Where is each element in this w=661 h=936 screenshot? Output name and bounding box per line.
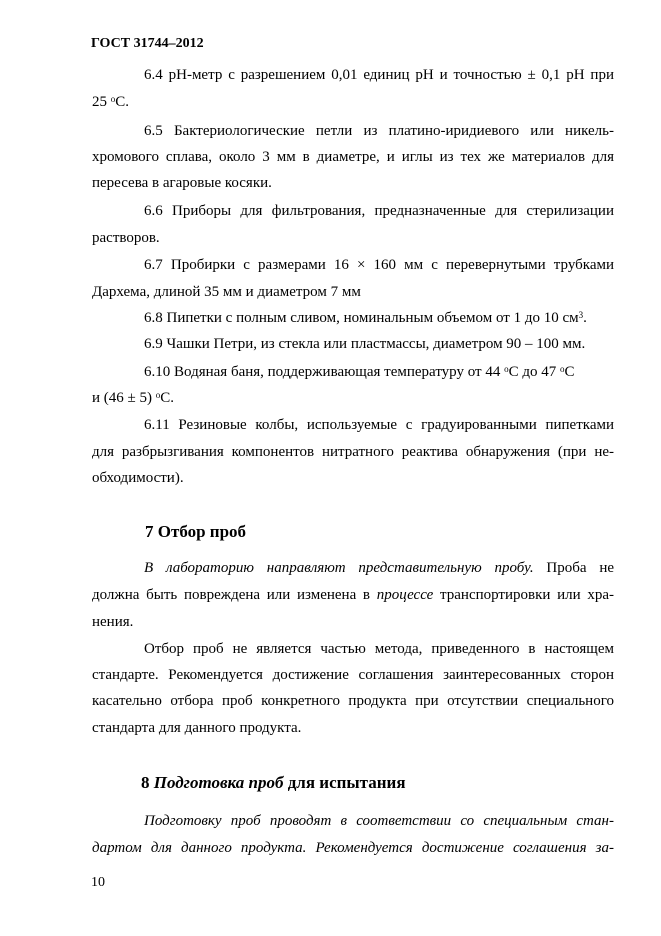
- item-6-11-line-3: обходимости).: [92, 470, 184, 486]
- item-6-7-line-1: 6.7 Пробирки с размерами 16 × 160 мм с перевернутыми трубками: [144, 257, 614, 273]
- item-6-5-line-1: 6.5 Бактериологические петли из платино-иридиевого или никель-: [144, 123, 614, 139]
- item-6-6-line-2: растворов.: [92, 230, 160, 246]
- section-8-heading: 8 Подготовка проб для испытания: [141, 773, 406, 792]
- section-7-heading: 7 Отбор проб: [145, 522, 247, 541]
- item-6-8: 6.8 Пипетки с полным сливом, номинальным объемом от 1 до 10 $см^3$.: [144, 310, 587, 326]
- section-7-p2-line-4: стандарта для данного продукта.: [92, 720, 302, 736]
- item-6-5-line-2: хромового сплава, около 3 мм в диаметре, и иглы из тех же материалов для: [92, 149, 614, 165]
- item-6-11-line-2: для разбрызгивания компонентов нитратного реактива обнаружения (при не-: [92, 444, 614, 460]
- page-number: 10: [91, 875, 105, 890]
- item-6-10-line-2: и (46 ± 5) $^о$С.: [92, 390, 175, 406]
- item-6-5-line-3: пересева в агаровые косяки.: [92, 175, 272, 191]
- document-header: ГОСТ 31744–2012: [91, 36, 204, 51]
- section-8-p1-line-1: Подготовку проб проводят в соответствии со специальным стан-: [144, 813, 614, 829]
- section-7-p2-line-1: Отбор проб не является частью метода, приведенного в настоящем: [144, 641, 614, 657]
- item-6-9: 6.9 Чашки Петри, из стекла или пластмассы, диаметром 90 – 100 мм.: [144, 336, 586, 352]
- item-6-4-line-2: 25 $^o$C.: [92, 94, 130, 110]
- section-7-p1-line-2: должна быть повреждена или изменена в процессе транспортировки или хра-: [92, 587, 614, 603]
- item-6-7-line-2: Дархема, длиной 35 мм и диаметром 7 мм: [92, 284, 361, 300]
- item-6-10-line-1: 6.10 Водяная баня, поддерживающая температуру от 44 $^о$С до 47 $^о$С: [144, 364, 575, 380]
- section-7-p1-line-3: нения.: [92, 614, 134, 630]
- section-7-p2-line-2: стандарте. Рекомендуется достижение соглашения заинтересованных сторон: [92, 667, 614, 683]
- section-8-p1-line-2: дартом для данного продукта. Рекомендуется достижение соглашения за-: [92, 840, 614, 856]
- item-6-4-line-1: 6.4 pH-метр с разрешением 0,01 единиц pH и точностью ± 0,1 pH при: [144, 67, 614, 83]
- section-7-p1-line-1: В лабораторию направляют представительную пробу. Проба не: [144, 560, 614, 576]
- section-7-p2-line-3: касательно отбора проб конкретного продукта при отсутствии специального: [92, 693, 614, 709]
- item-6-11-line-1: 6.11 Резиновые колбы, используемые с градуированными пипетками: [144, 417, 614, 433]
- item-6-6-line-1: 6.6 Приборы для фильтрования, предназначенные для стерилизации: [144, 203, 614, 219]
